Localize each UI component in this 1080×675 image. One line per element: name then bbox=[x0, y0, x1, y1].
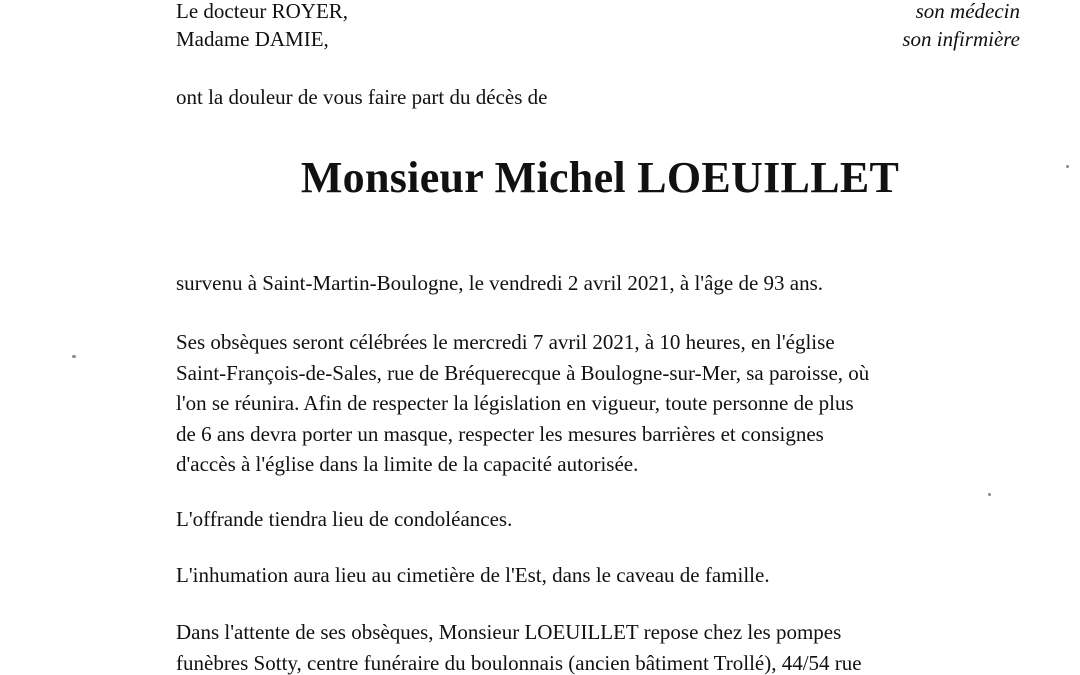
funeral-line: Saint-François-de-Sales, rue de Bréquerecque à Boulogne-sur-Mer, sa paroisse, où bbox=[176, 360, 870, 385]
signatory-name-1: Le docteur ROYER, bbox=[176, 0, 349, 23]
repose-paragraph bbox=[176, 617, 1036, 675]
repose-line: Dans l'attente de ses obsèques, Monsieur LOEUILLET repose chez les pompes bbox=[176, 620, 842, 644]
funeral-line: l'on se réunira. Afin de respecter la législation en vigueur, toute personne de plus bbox=[176, 391, 854, 415]
burial-text: L'inhumation aura lieu au cimetière de l'Est, dans le caveau de famille. bbox=[176, 563, 770, 587]
repose-line: funèbres Sotty, centre funéraire du boulonnais (ancien bâtiment Trollé), 44/54 rue bbox=[176, 650, 862, 675]
death-details: survenu à Saint-Martin-Boulogne, le vendredi 2 avril 2021, à l'âge de 93 ans. bbox=[176, 271, 824, 295]
offering-text: L'offrande tiendra lieu de condoléances. bbox=[176, 507, 513, 531]
scan-speck bbox=[1066, 165, 1069, 168]
funeral-line: Ses obsèques seront célébrées le mercredi 7 avril 2021, à 10 heures, en l'église bbox=[176, 330, 835, 354]
deceased-name: Monsieur Michel LOEUILLET bbox=[300, 153, 900, 202]
funeral-line: de 6 ans devra porter un masque, respecter les mesures barrières et consignes bbox=[176, 421, 824, 446]
funeral-paragraph bbox=[176, 327, 1036, 480]
announcement-text: ont la douleur de vous faire part du décès de bbox=[176, 85, 548, 109]
signatory-role-1: son médecin bbox=[915, 0, 1020, 23]
signatory-role-2: son infirmière bbox=[902, 27, 1020, 51]
scan-speck bbox=[72, 355, 76, 358]
signatory-name-2: Madame DAMIE, bbox=[176, 27, 329, 51]
scan-speck bbox=[988, 493, 991, 496]
funeral-line: d'accès à l'église dans la limite de la capacité autorisée. bbox=[176, 452, 639, 476]
